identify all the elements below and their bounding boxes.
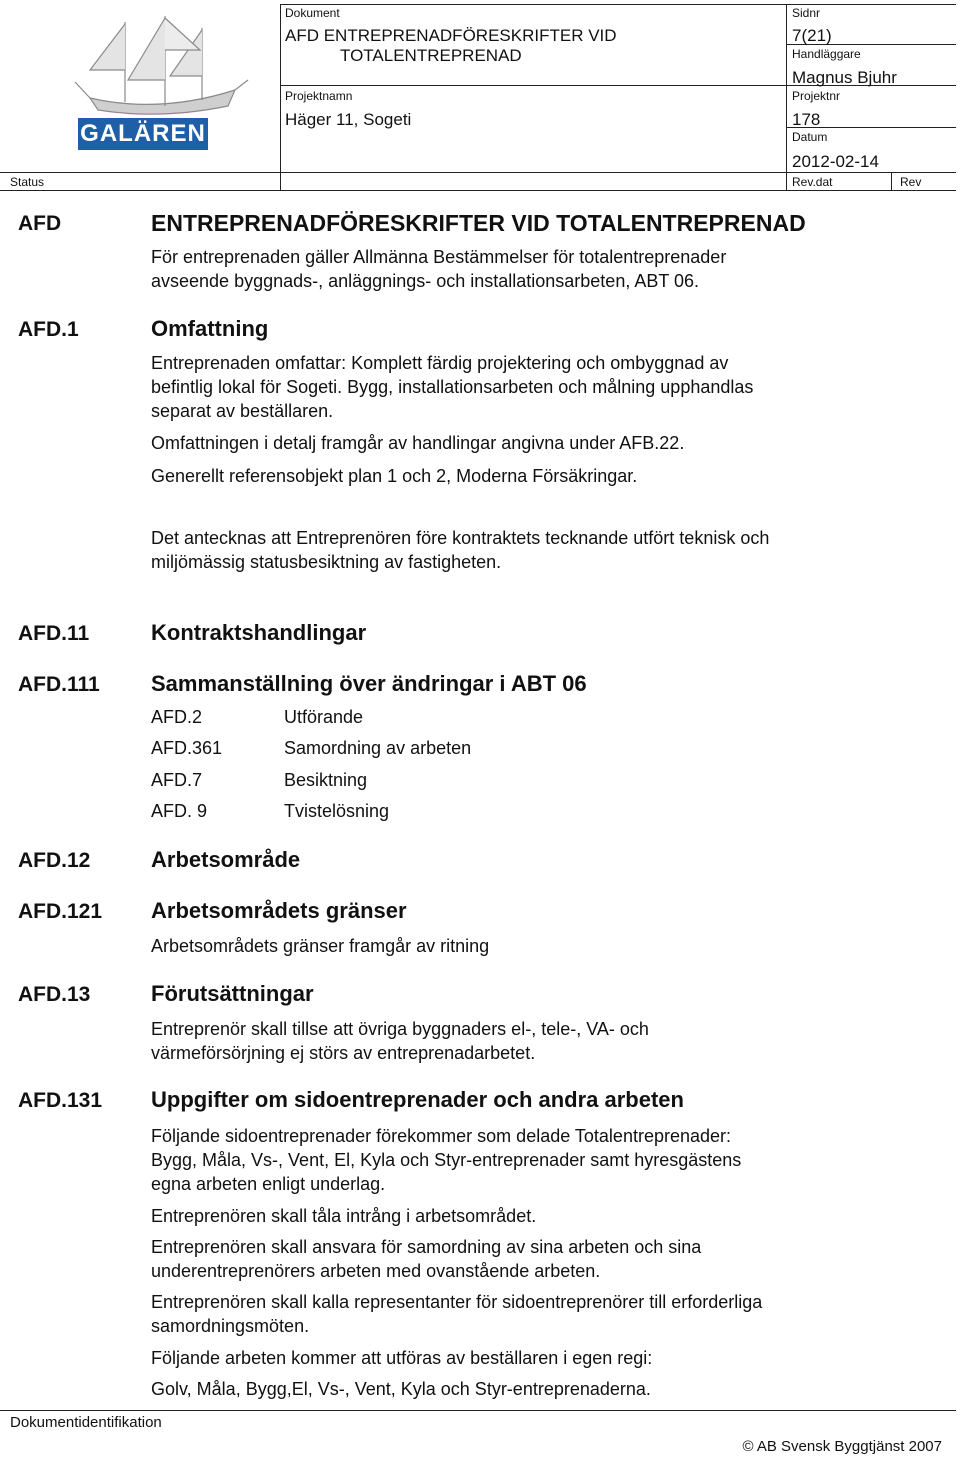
afd1-text-1: Entreprenaden omfattar: Komplett färdig projektering och ombyggnad av [151,353,729,373]
change-code: AFD.361 [151,738,223,758]
afd-text-2: avseende byggnads-, anläggnings- och installationsarbeten, ABT 06. [151,271,700,291]
afd131-text-7: Entreprenören skall kalla representanter för sidoentreprenörer till erforderliga [151,1292,763,1312]
dokument-value-line2: TOTALENTREPRENAD [340,46,522,65]
afd1-text-5: Generellt referensobjekt plan 1 och 2, Moderna Försäkringar. [151,466,638,486]
afd1-text-7: miljömässig statusbesiktning av fastigheten. [151,552,502,572]
section-code-afd121: AFD.121 [18,900,103,923]
sidnr-label: Sidnr [792,6,821,20]
change-label: Tvistelösning [284,801,390,821]
projektnr-label: Projektnr [792,89,841,103]
afd1-text-4: Omfattningen i detalj framgår av handlingar angivna under AFB.22. [151,433,685,453]
afd1-text-2: befintlig lokal för Sogeti. Bygg, installationsarbeten och målning upphandlas [151,377,754,397]
afd131-text-6: underentreprenörers arbeten med ovanstående arbeten. [151,1261,601,1281]
change-code: AFD.7 [151,770,203,790]
afd131-text-9: Följande arbeten kommer att utföras av beställaren i egen regi: [151,1348,653,1368]
change-code: AFD.2 [151,707,203,727]
revdat-label: Rev.dat [792,175,833,189]
datum-label: Datum [792,130,828,144]
afd131-text-2: Bygg, Måla, Vs-, Vent, El, Kyla och Styr-entreprenader samt hyresgästens [151,1150,742,1170]
afd131-text-10: Golv, Måla, Bygg,El, Vs-, Vent, Kyla och Styr-entreprenaderna. [151,1379,651,1399]
section-code-afd13: AFD.13 [18,983,91,1006]
handlaggare-value: Magnus Bjuhr [792,68,897,87]
projektnamn-value: Häger 11, Sogeti [285,110,412,129]
section-title-afd131: Uppgifter om sidoentreprenader och andra arbeten [151,1087,684,1112]
document-id-label: Dokumentidentifikation [10,1414,162,1431]
projektnr-value: 178 [792,110,821,129]
section-code-afd111: AFD.111 [18,673,100,696]
datum-value: 2012-02-14 [792,152,879,171]
projektnamn-label: Projektnamn [285,89,353,103]
change-label: Samordning av arbeten [284,738,472,758]
logo [70,10,250,160]
section-code-afd11: AFD.11 [18,622,90,645]
copyright: © AB Svensk Byggtjänst 2007 [742,1438,942,1455]
afd1-text-3: separat av beställaren. [151,401,334,421]
section-title-afd1: Omfattning [151,316,269,341]
section-code-afd12: AFD.12 [18,849,91,872]
change-code: AFD. 9 [151,801,208,821]
status-label: Status [10,175,45,189]
afd-text-1: För entreprenaden gäller Allmänna Bestämmelser för totalentreprenader [151,247,727,267]
section-title-afd12: Arbetsområde [151,847,301,872]
rev-label: Rev [900,175,922,189]
ship-icon [70,10,250,120]
afd1-text-6: Det antecknas att Entreprenören före kontraktets tecknande utfört teknisk och [151,528,770,548]
section-title-afd11: Kontraktshandlingar [151,620,367,645]
afd131-text-8: samordningsmöten. [151,1316,310,1336]
sidnr-value: 7(21) [792,26,832,45]
afd13-text-1: Entreprenör skall tillse att övriga byggnaders el-, tele-, VA- och [151,1019,649,1039]
change-label: Besiktning [284,770,368,790]
afd131-text-1: Följande sidoentreprenader förekommer som delade Totalentreprenader: [151,1126,732,1146]
section-title-afd13: Förutsättningar [151,981,314,1006]
section-title-afd: ENTREPRENADFÖRESKRIFTER VID TOTALENTREPRENAD [151,210,806,236]
afd131-text-3: egna arbeten enligt underlag. [151,1174,386,1194]
change-label: Utförande [284,707,364,727]
afd13-text-2: värmeförsörjning ej störs av entreprenadarbetet. [151,1043,536,1063]
afd131-text-4: Entreprenören skall tåla intrång i arbetsområdet. [151,1206,537,1226]
section-title-afd121: Arbetsområdets gränser [151,898,407,923]
section-code-afd: AFD [18,212,62,235]
afd131-text-5: Entreprenören skall ansvara för samordning av sina arbeten och sina [151,1237,702,1257]
logo-text: GALÄREN [78,118,208,150]
section-code-afd1: AFD.1 [18,318,79,341]
section-title-afd111: Sammanställning över ändringar i ABT 06 [151,671,587,696]
afd121-text: Arbetsområdets gränser framgår av ritning [151,936,490,956]
dokument-label: Dokument [285,6,340,20]
handlaggare-label: Handläggare [792,47,861,61]
dokument-value-line1: AFD ENTREPRENADFÖRESKRIFTER VID [285,26,617,45]
section-code-afd131: AFD.131 [18,1089,103,1112]
